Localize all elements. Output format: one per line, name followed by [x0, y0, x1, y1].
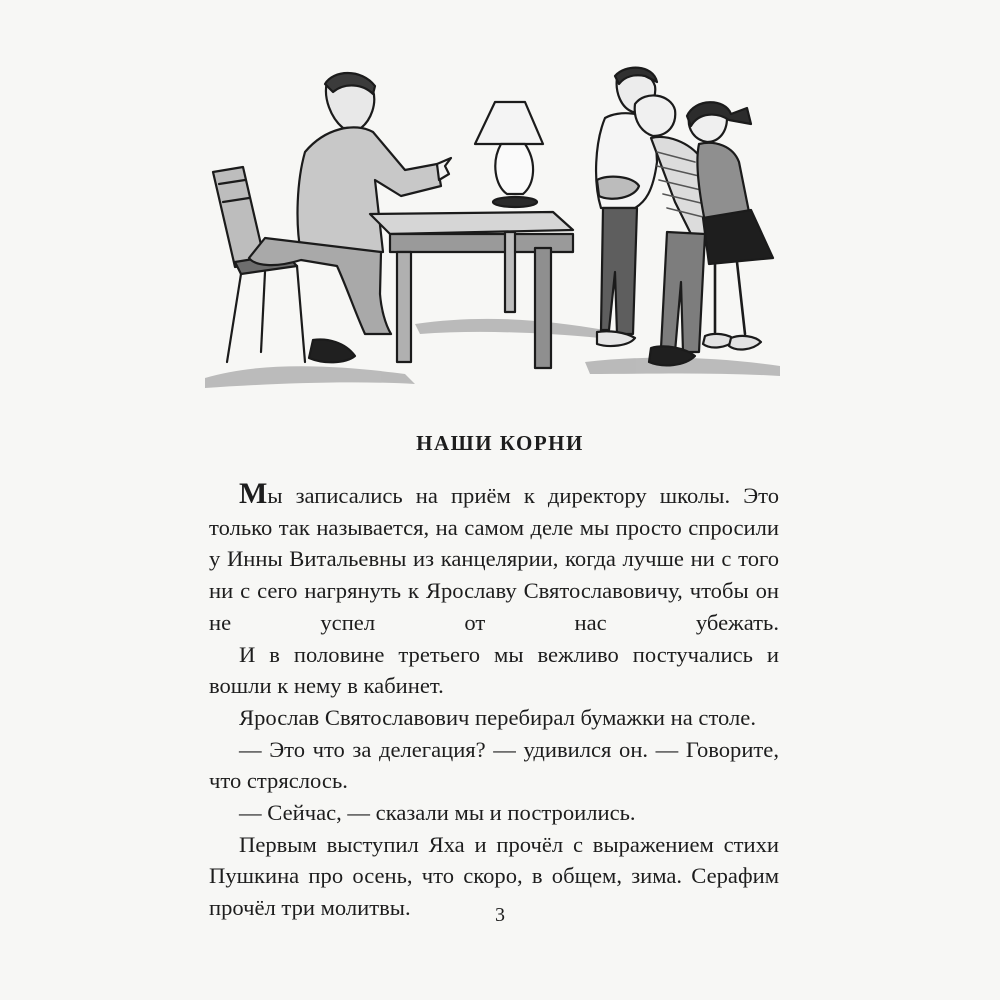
drop-cap: М [239, 477, 268, 510]
paragraph-text: ы записались на приём к директору школы. Это только так называется, на самом деле мы просто спросили у Инны Витальевны из канцелярии, когда лучше ни с того ни с сего нагрянуть к Ярославу Святославовичу, чтобы он не успел от нас убежать. [209, 483, 779, 635]
page-number: 3 [495, 904, 505, 926]
chapter-body [209, 478, 779, 924]
paragraph: И в половине третьего мы вежливо постучались и вошли к нему в кабинет. [209, 641, 779, 699]
table [370, 212, 573, 368]
paragraph: — Сейчас, — сказали мы и построились. [239, 800, 636, 826]
paragraph: — Это что за делегация? — удивился он. — Говорите, что стряслось. [209, 736, 779, 794]
table-lamp [475, 102, 543, 207]
teacher-and-children-illustration [205, 62, 785, 397]
paragraph [209, 478, 779, 639]
paragraph: Первым выступил Яха и прочёл с выражением стихи Пушкина про осень, что скоро, в общем, зима. Серафим прочёл три молитвы. [209, 831, 779, 921]
chapter-title: НАШИ КОРНИ [416, 431, 584, 455]
paragraph: Ярослав Святославович перебирал бумажки на столе. [239, 704, 756, 730]
